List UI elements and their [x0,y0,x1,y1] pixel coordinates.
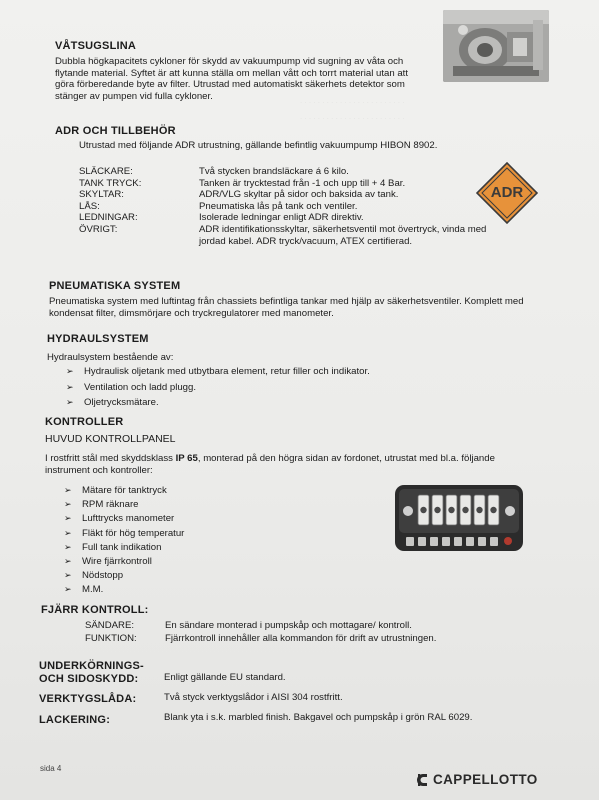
kontroller-intro-ip: IP 65 [175,453,198,464]
spec-key-verktygslada: VERKTYGSLÅDA: [39,693,137,705]
list-item: ➢ Mätare för tanktryck [64,485,184,497]
spec-value-underkornings: Enligt gällande EU standard. [164,672,286,683]
kontroller-intro [45,453,531,476]
adr-value: Isolerade ledningar enligt ADR direktiv. [199,212,364,224]
adr-key: TANK TRYCK: [79,177,142,189]
list-item: ➢ Hydraulisk oljetank med utbytbara element, retur filler och indikator. [66,366,370,378]
adr-key: SKYLTAR: [79,189,124,201]
list-item: ➢ Fläkt för hög temperatur [64,528,184,540]
adr-key: SLÄCKARE: [79,166,133,177]
list-item: ➢ Lufttrycks manometer [64,513,184,525]
show-through-text: . . . . . . . . . . . . . . . . . . . . . . . . [300,96,405,105]
spec-value-lackering: Blank yta i s.k. marbled finish. Bakgavel och pumpskåp i grön RAL 6029. [164,712,473,723]
section-title-adr: ADR OCH TILLBEHÖR [55,125,176,137]
pneumatiska-body: Pneumatiska system med luftintag från chassiets befintliga tankar med hjälp av säkerhetsventiler. Komplett med kondensat filter, dimsmörjare och tryckregulatorer med manometer. [49,296,524,319]
pump-photo [443,10,549,82]
adr-key: LEDNINGAR: [79,212,138,224]
kontroller-subtitle: HUVUD KONTROLLPANEL [45,433,176,445]
list-item: ➢ Wire fjärrkontroll [64,556,184,568]
control-panel-image [394,483,524,553]
list-item: ➢ Oljetrycksmätare. [66,397,370,409]
page-number: sida 4 [40,764,62,773]
section-title-fjarr: FJÄRR KONTROLL: [41,604,149,616]
brand-logo [416,771,546,791]
kontroller-intro-post: , monterad på den högra sidan av fordonet, utrustat med bl.a. följande instrument och kontroller: [45,453,495,476]
show-through-text: . . . . . . . . . . . . . . . . . . . . . . . . [300,112,405,121]
adr-value: ADR identifikationsskyltar, säkerhetsventil mot övertryck, vinda med jordad kabel. ADR tryck/vacuum, ATEX certifierad. [199,224,487,247]
control-panel-drawing [394,483,524,553]
adr-badge-label: ADR [490,184,524,201]
fjarr-key: SÄNDARE: [85,620,135,631]
hydraul-list [66,366,370,409]
fjarr-value: Fjärrkontroll innehåller alla kommandon för drift av utrustningen. [165,632,437,644]
spec-key-lackering: LACKERING: [39,714,111,726]
adr-value: Två stycken brandsläckare á 6 kilo. [199,166,349,177]
spec-key-underkornings: UNDERKÖRNINGS- OCH SIDOSKYDD: [39,660,144,685]
adr-value: Tanken är trycktestad från -1 och upp till + 4 Bar. [199,177,406,189]
vatsugslina-body: Dubbla högkapacitets cykloner för skydd av vakuumpump vid sugning av våta och flytande material. Syftet är att kunna ställa om mellan vått och torrt material utan att göra förberedande byte av filter. Utrustad med automatiskt säkerhets detektor som stänger av pumpen vid fulla cykloner. [55,56,409,102]
brand-name: CAPPELLOTTO [433,772,538,787]
hydraul-intro: Hydraulsystem bestående av: [47,352,174,363]
list-item: ➢ Ventilation och ladd plugg. [66,382,370,394]
section-title-kontroller: KONTROLLER [45,416,124,428]
section-title-hydraul: HYDRAULSYSTEM [47,333,149,345]
kontroller-list [64,485,184,596]
adr-key: LÅS: [79,200,100,212]
adr-value: ADR/VLG skyltar på sidor och baksida av tank. [199,189,399,201]
list-item: ➢ M.M. [64,584,184,596]
spec-value-verktygslada: Två styck verktygslådor i AISI 304 rostfritt. [164,692,343,703]
fjarr-key: FUNKTION: [85,632,137,644]
adr-list [79,166,519,266]
section-title-pneumatiska: PNEUMATISKA SYSTEM [49,280,181,292]
adr-key: ÖVRIGT: [79,224,118,235]
adr-badge [476,162,538,224]
adr-intro: Utrustad med följande ADR utrustning, gällande befintlig vakuumpump HIBON 8902. [79,140,438,151]
adr-value: Pneumatiska lås på tank och ventiler. [199,200,358,212]
vacuum-pump-image [443,10,549,82]
kontroller-intro-pre: I rostfritt stål med skyddsklass [45,453,176,464]
list-item: ➢ Full tank indikation [64,542,184,554]
section-title-vatsugslina: VÅTSUGSLINA [55,40,137,52]
fjarr-value: En sändare monterad i pumpskåp och mottagare/ kontroll. [165,620,412,631]
fjarr-list [85,620,545,646]
cappellotto-logo-icon [416,772,432,788]
list-item: ➢ RPM räknare [64,499,184,511]
list-item: ➢ Nödstopp [64,570,184,582]
